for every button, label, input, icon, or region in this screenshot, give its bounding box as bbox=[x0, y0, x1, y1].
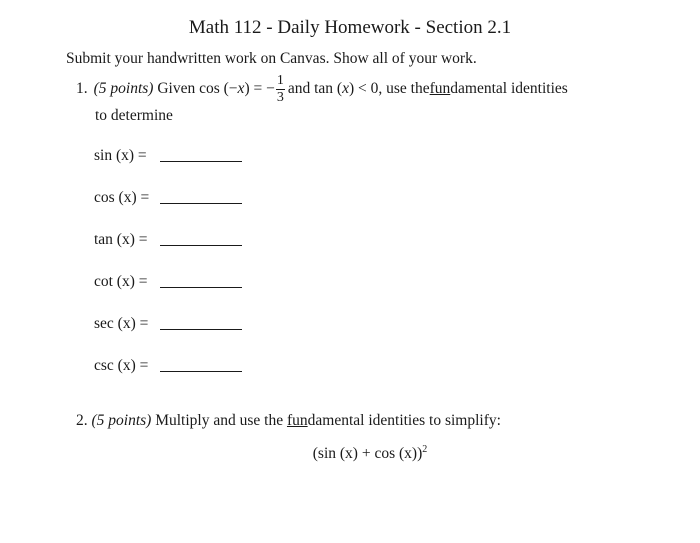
problem-1-lt-text: ) < 0, use the bbox=[348, 80, 430, 98]
answer-row-sec bbox=[94, 315, 242, 357]
answer-label-cos: cos (x) = bbox=[94, 189, 150, 206]
problem-2 bbox=[76, 412, 501, 430]
answer-blank-tan bbox=[160, 231, 242, 246]
answer-label-sin: sin (x) = bbox=[94, 147, 147, 164]
problem-1-given-text: Given cos (− bbox=[157, 80, 238, 98]
answer-blank-sec bbox=[160, 315, 242, 330]
expression-exponent: 2 bbox=[422, 444, 428, 455]
fraction-one-third bbox=[276, 74, 285, 105]
problem-1-var-x-1: x bbox=[237, 80, 245, 98]
answer-list bbox=[94, 147, 242, 399]
answer-blank-cos bbox=[160, 189, 242, 204]
fraction-denominator: 3 bbox=[276, 90, 284, 105]
problem-2-number: 2. bbox=[76, 412, 88, 429]
problem-1-statement bbox=[76, 74, 676, 105]
instructions-text: Submit your handwritten work on Canvas. Show all of your work. bbox=[66, 50, 477, 67]
page-title: Math 112 - Daily Homework - Section 2.1 bbox=[188, 17, 512, 38]
problem-1-and-text: and tan ( bbox=[287, 80, 343, 98]
problem-2-expression bbox=[0, 444, 700, 463]
answer-row-csc bbox=[94, 357, 242, 399]
problem-1 bbox=[76, 74, 676, 126]
problem-2-text-after: damental identities to simplify: bbox=[307, 412, 501, 429]
problem-1-underlined-fun: fun bbox=[429, 80, 451, 98]
answer-label-tan: tan (x) = bbox=[94, 231, 148, 248]
problem-1-number: 1. bbox=[76, 80, 88, 98]
problem-1-points: (5 points) bbox=[93, 80, 154, 98]
problem-2-underlined-fun: fun bbox=[286, 412, 308, 429]
problem-1-eq-text: ) = − bbox=[244, 80, 275, 98]
answer-blank-cot bbox=[160, 273, 242, 288]
problem-1-var-x-2: x bbox=[342, 80, 349, 98]
answer-row-cos bbox=[94, 189, 242, 231]
answer-row-sin bbox=[94, 147, 242, 189]
problem-1-rest-text: damental identities bbox=[450, 80, 568, 98]
problem-2-text-before: Multiply and use the bbox=[155, 412, 287, 429]
problem-1-line2: to determine bbox=[95, 107, 173, 124]
answer-label-cot: cot (x) = bbox=[94, 273, 148, 290]
answer-blank-sin bbox=[160, 147, 242, 162]
answer-label-csc: csc (x) = bbox=[94, 357, 149, 374]
answer-blank-csc bbox=[160, 357, 242, 372]
answer-label-sec: sec (x) = bbox=[94, 315, 149, 332]
answer-row-cot bbox=[94, 273, 242, 315]
fraction-numerator: 1 bbox=[276, 73, 284, 88]
answer-row-tan bbox=[94, 231, 242, 273]
problem-2-points: (5 points) bbox=[91, 412, 152, 429]
expression-body: (sin (x) + cos (x)) bbox=[312, 445, 423, 463]
